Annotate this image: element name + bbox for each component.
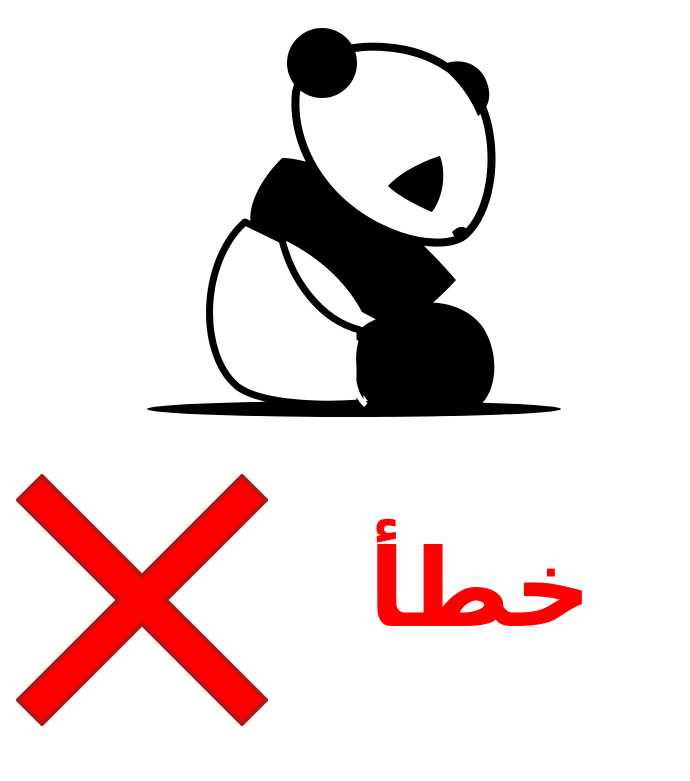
wrong-message: خطأ xyxy=(368,527,592,652)
cross-shape xyxy=(18,476,266,724)
ear-left xyxy=(287,28,357,98)
sad-panda-icon xyxy=(140,18,570,428)
red-cross-icon xyxy=(16,474,268,726)
